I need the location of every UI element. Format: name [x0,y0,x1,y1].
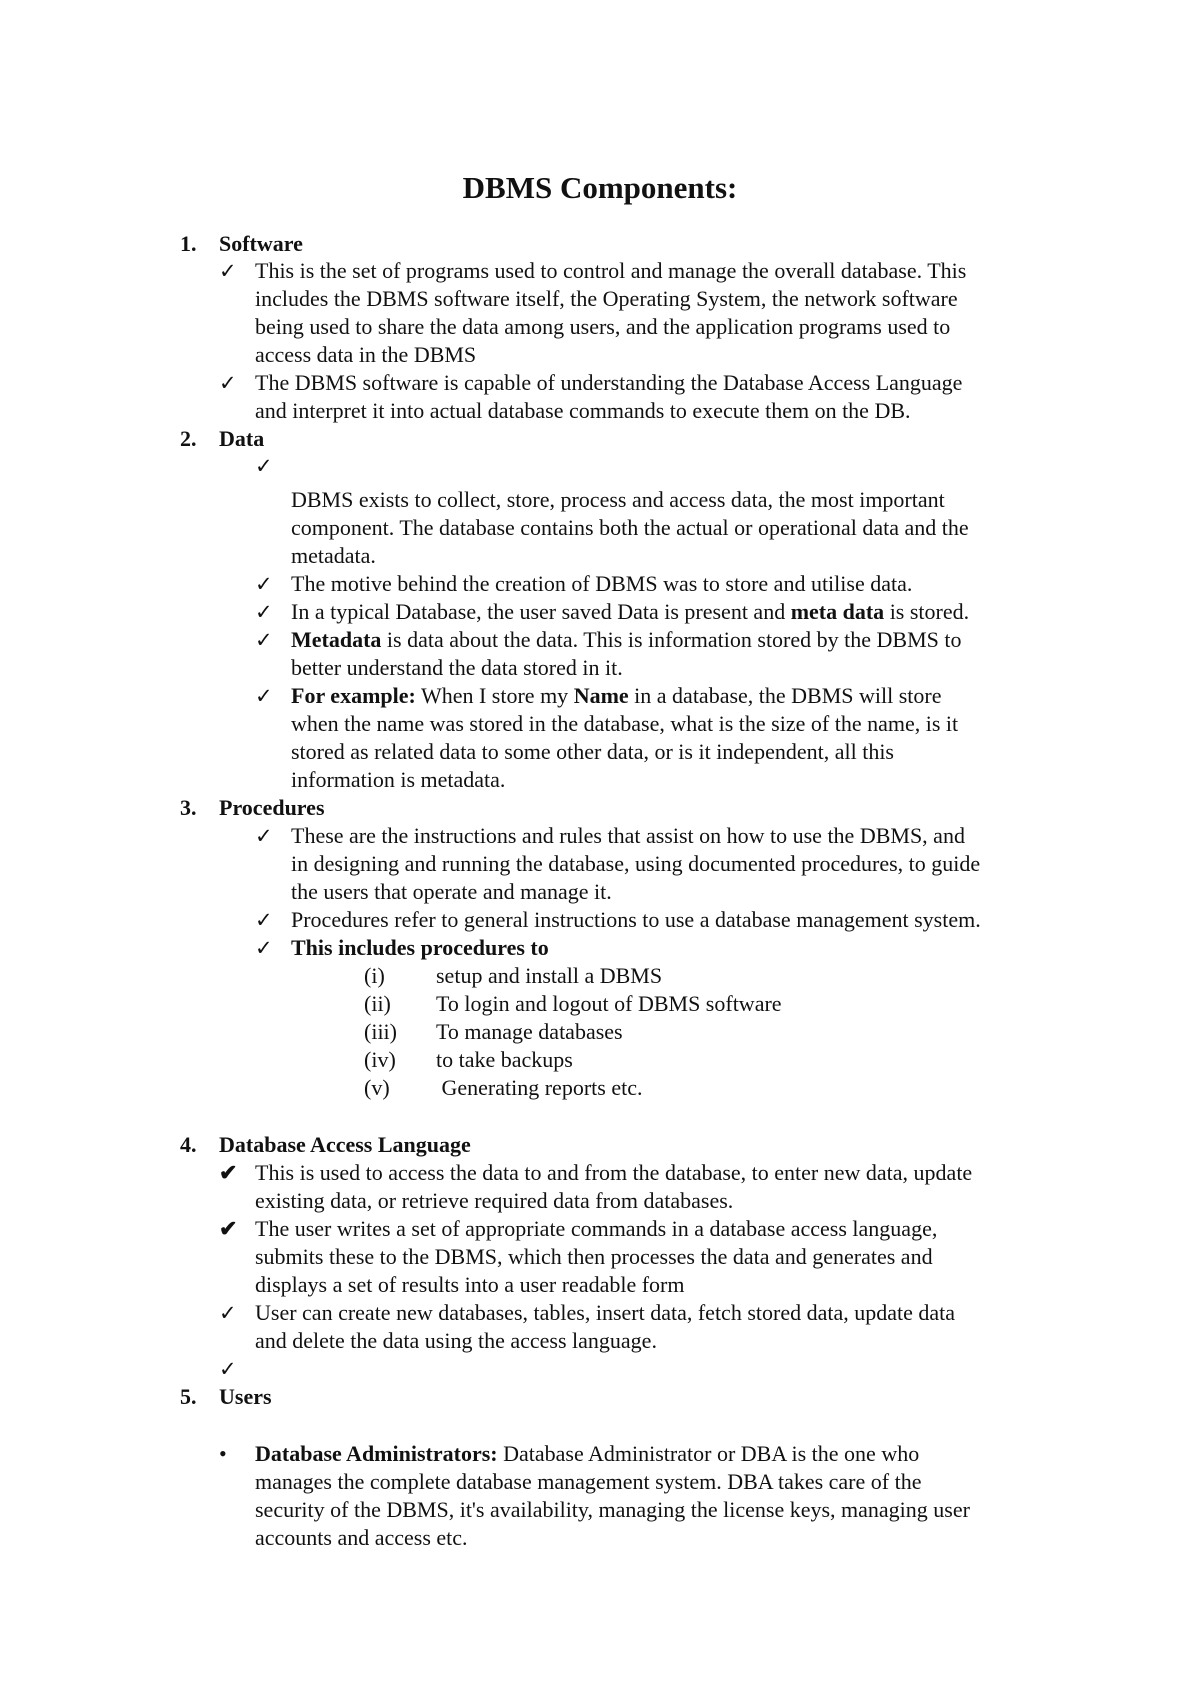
database-administrators-term: Database Administrators: [255,1441,498,1466]
heavy-checkmark-icon: ✔ [219,1216,238,1241]
procedures-point-1-line-3: the users that operate and manage it. [291,879,612,904]
procedures-point-1-line-2: in designing and running the database, using documented procedures, to guide [291,851,981,876]
name-term: Name [573,683,629,708]
list-item: to take backups [436,1047,573,1072]
checkmark-icon: ✓ [255,824,273,848]
section-heading-users: Users [219,1384,272,1409]
software-point-1-line-1: This is the set of programs used to control and manage the overall database. This [255,258,967,283]
dal-point-3-line-2: and delete the data using the access language. [255,1328,657,1353]
data-point-4-line-1-rest: is data about the data. This is information stored by the DBMS to [381,627,962,652]
section-heading-software: Software [219,231,303,256]
procedures-point-2: Procedures refer to general instructions to use a database management system. [291,907,981,932]
section-number: 1. [180,231,197,256]
checkmark-icon: ✓ [219,1301,237,1325]
data-point-5-text-mid1: When I store my [415,683,574,708]
dal-point-1-line-1: This is used to access the data to and from the database, to enter new data, update [255,1160,973,1185]
data-point-5-line-3: stored as related data to some other data, or is it independent, all this [291,739,894,764]
section-number: 3. [180,795,197,820]
list-item: setup and install a DBMS [436,963,663,988]
users-dba-line-1 [255,1440,919,1468]
data-point-4-line-2: better understand the data stored in it. [291,655,623,680]
list-item: Generating reports etc. [436,1075,643,1100]
checkmark-icon: ✓ [255,454,273,478]
checkmark-icon: ✓ [255,600,273,624]
dal-point-1-line-2: existing data, or retrieve required data from databases. [255,1188,734,1213]
data-point-4-line-1 [291,626,962,654]
section-heading-procedures: Procedures [219,795,325,820]
list-marker: (i) [364,963,385,988]
for-example-label: For example: [291,683,416,708]
section-number: 4. [180,1132,197,1157]
data-point-1-line-2: component. The database contains both the actual or operational data and the [291,515,969,540]
bullet-icon: • [219,1441,227,1466]
checkmark-icon: ✓ [219,1357,237,1381]
meta-data-term: meta data [790,599,885,624]
users-dba-line-4: accounts and access etc. [255,1525,468,1550]
data-point-5-line-2: when the name was stored in the database, what is the size of the name, is it [291,711,959,736]
section-heading-data: Data [219,426,265,451]
data-point-5-line-4: information is metadata. [291,767,506,792]
data-point-3-text-pre: In a typical Database, the user saved Data is present and [291,599,791,624]
list-item: To login and logout of DBMS software [436,991,782,1016]
data-point-2: The motive behind the creation of DBMS was to store and utilise data. [291,571,913,596]
data-point-1-line-1: DBMS exists to collect, store, process and access data, the most important [291,487,945,512]
dal-point-2-line-1: The user writes a set of appropriate commands in a database access language, [255,1216,938,1241]
checkmark-icon: ✓ [255,628,273,652]
list-marker: (v) [364,1075,390,1100]
page-title: DBMS Components: [462,170,738,205]
software-point-1-line-4: access data in the DBMS [255,342,477,367]
procedures-point-3: This includes procedures to [291,935,549,960]
checkmark-icon: ✓ [255,936,273,960]
procedures-point-1-line-1: These are the instructions and rules that assist on how to use the DBMS, and [291,823,965,848]
dal-point-2-line-2: submits these to the DBMS, which then processes the data and generates and [255,1244,933,1269]
data-point-1-line-3: metadata. [291,543,376,568]
data-point-5-text-mid2: in a database, the DBMS will store [628,683,942,708]
software-point-1-line-3: being used to share the data among users, and the application programs used to [255,314,951,339]
data-point-5-line-1 [291,682,942,710]
heavy-checkmark-icon: ✔ [219,1160,238,1185]
users-dba-line-3: security of the DBMS, it's availability, managing the license keys, managing user [255,1497,970,1522]
list-marker: (iii) [364,1019,397,1044]
checkmark-icon: ✓ [219,259,237,283]
users-dba-line-2: manages the complete database management system. DBA takes care of the [255,1469,922,1494]
list-marker: (ii) [364,991,391,1016]
section-heading-database-access-language: Database Access Language [219,1132,471,1157]
section-number: 2. [180,426,197,451]
software-point-2-line-1: The DBMS software is capable of understanding the Database Access Language [255,370,963,395]
list-marker: (iv) [364,1047,396,1072]
checkmark-icon: ✓ [255,684,273,708]
software-point-2-line-2: and interpret it into actual database commands to execute them on the DB. [255,398,911,423]
users-dba-line-1-rest: Database Administrator or DBA is the one who [497,1441,920,1466]
dal-point-2-line-3: displays a set of results into a user readable form [255,1272,685,1297]
checkmark-icon: ✓ [255,908,273,932]
metadata-term: Metadata [291,627,382,652]
list-item: To manage databases [436,1019,623,1044]
section-number: 5. [180,1384,197,1409]
dal-point-3-line-1: User can create new databases, tables, insert data, fetch stored data, update data [255,1300,956,1325]
checkmark-icon: ✓ [255,572,273,596]
checkmark-icon: ✓ [219,371,237,395]
software-point-1-line-2: includes the DBMS software itself, the Operating System, the network software [255,286,958,311]
data-point-3 [291,598,969,626]
data-point-3-text-post: is stored. [884,599,970,624]
